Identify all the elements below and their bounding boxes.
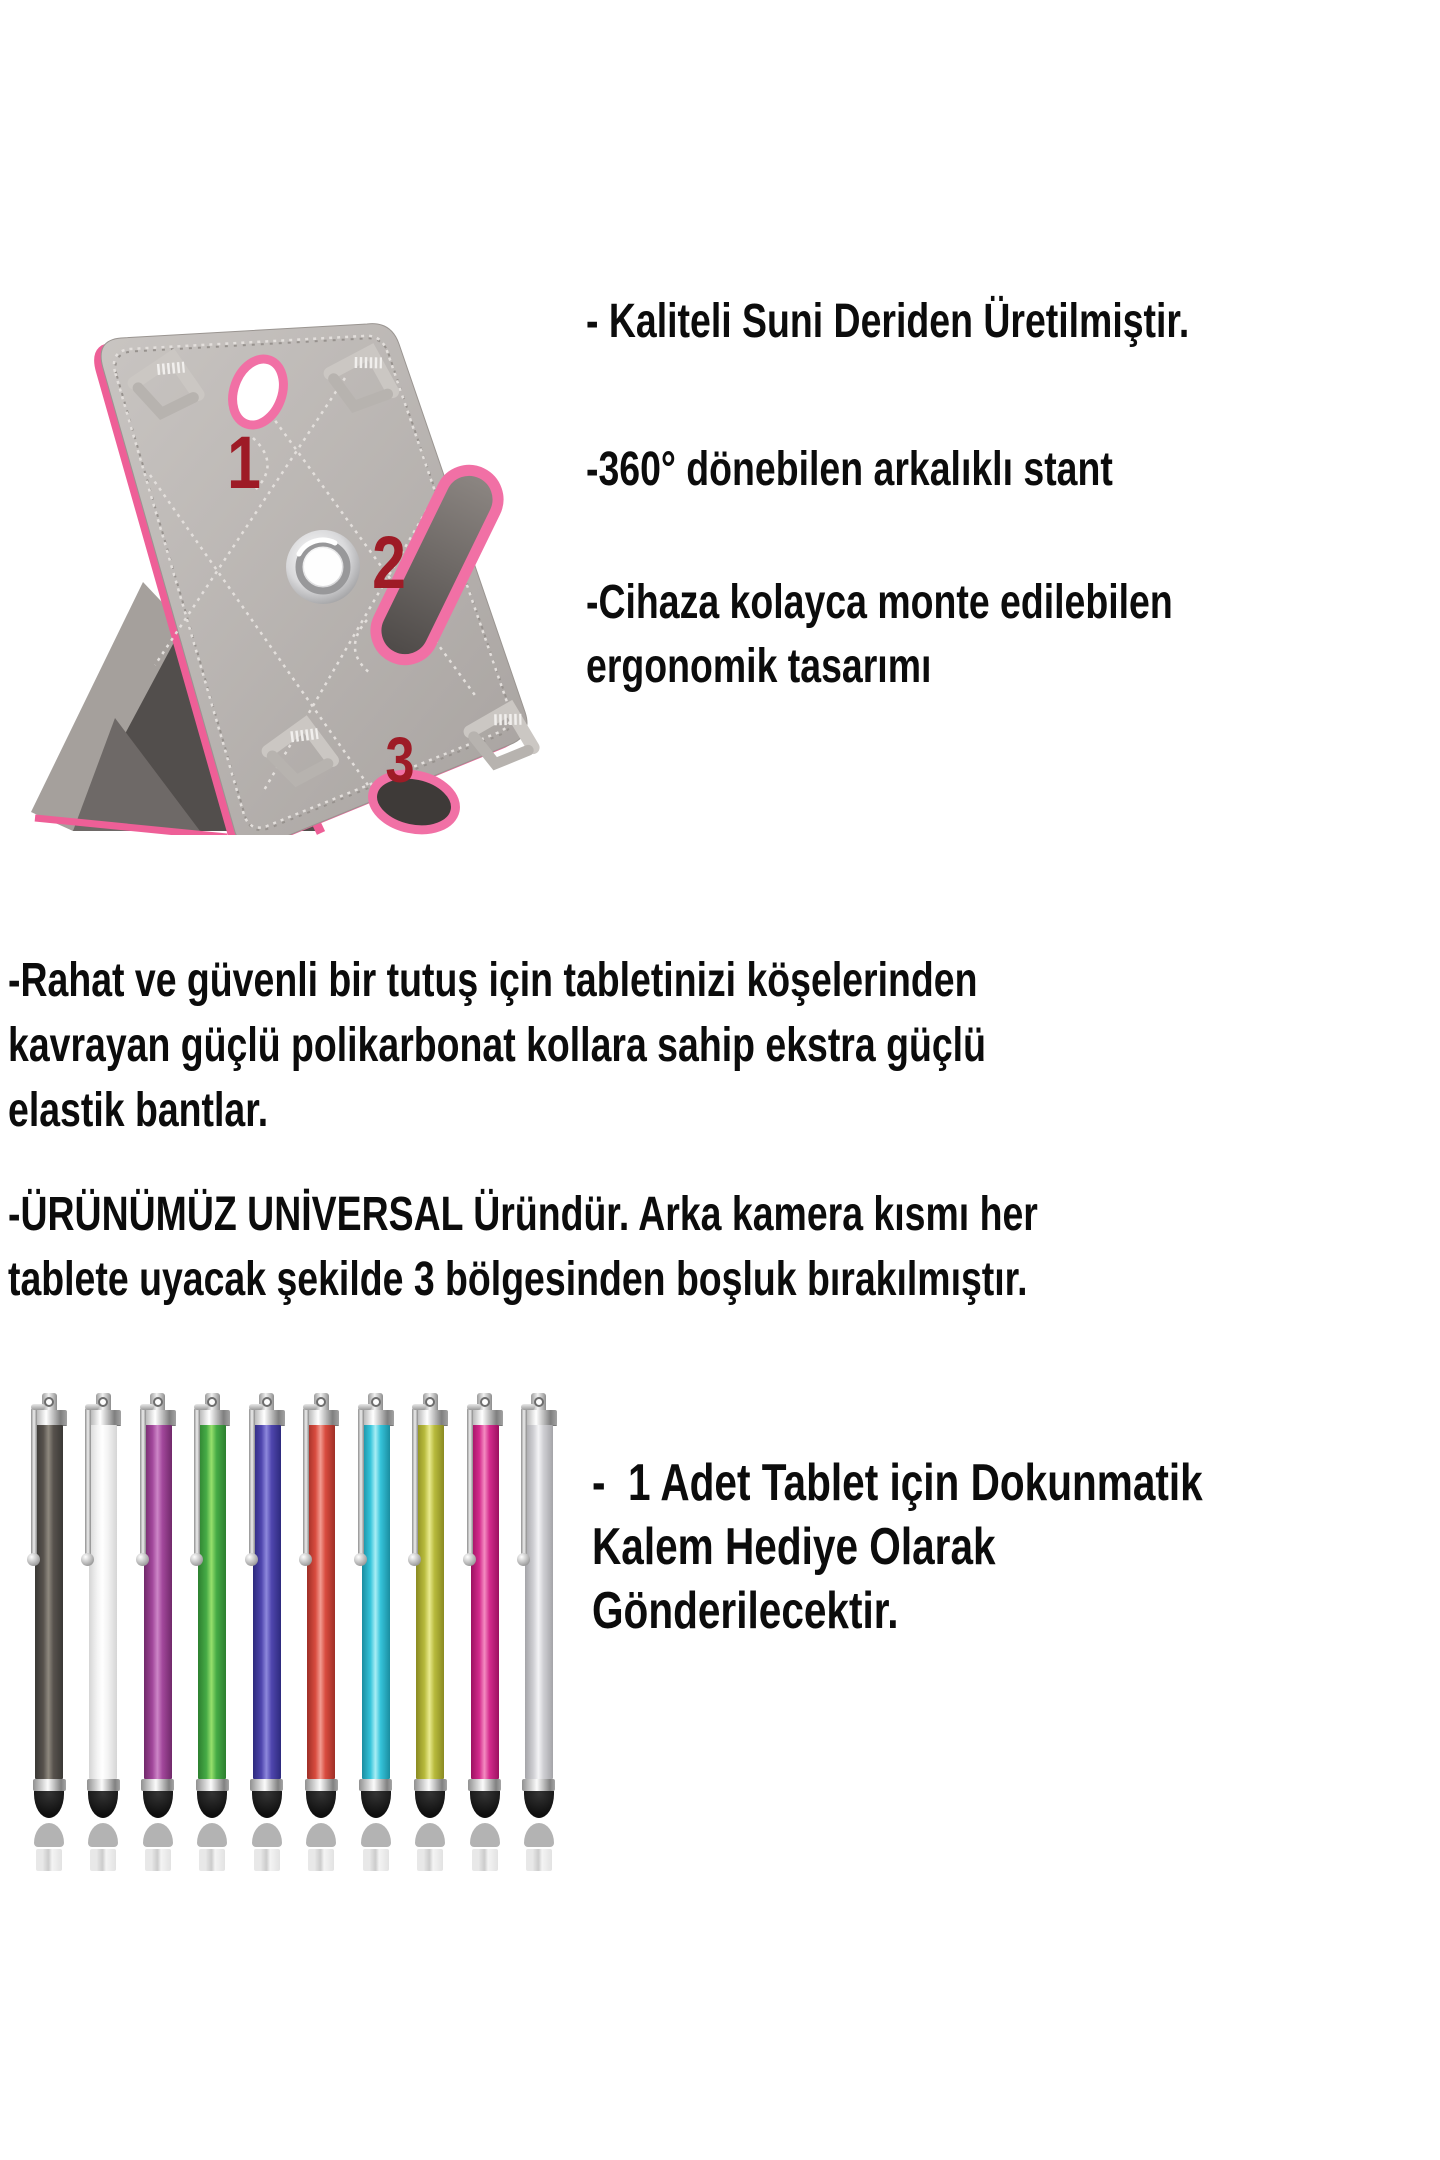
bullet-material	[586, 294, 1360, 350]
pen-rubber-tip	[197, 1791, 227, 1818]
pen-ring	[359, 1779, 392, 1791]
pen-lanyard-hole	[262, 1397, 272, 1407]
bullet-rotating-stand	[586, 442, 1261, 498]
pen-clip	[31, 1408, 37, 1556]
pen-ring	[250, 1779, 283, 1791]
stylus-pen-cyan	[357, 1393, 395, 1871]
tablet-case-photo	[15, 320, 545, 835]
pen-ring	[305, 1779, 338, 1791]
pen-lanyard-hole	[425, 1397, 435, 1407]
stylus-pen-white	[84, 1393, 122, 1871]
pen-clip	[358, 1408, 364, 1556]
pen-barrel	[35, 1425, 63, 1779]
pen-rubber-tip	[361, 1791, 391, 1818]
pen-ring	[87, 1779, 120, 1791]
stylus-pen-silver	[520, 1393, 558, 1871]
stylus-pen-yellow	[411, 1393, 449, 1871]
stylus-pen-pink	[466, 1393, 504, 1871]
pen-clip	[412, 1408, 418, 1556]
paragraph-universal	[8, 1182, 1328, 1312]
pen-clip-ball	[408, 1553, 421, 1566]
pen-lanyard-hole	[44, 1397, 54, 1407]
stylus-pen-blue	[248, 1393, 286, 1871]
pen-barrel	[198, 1425, 226, 1779]
pen-reflection	[361, 1823, 391, 1871]
pen-clip	[521, 1408, 527, 1556]
pen-rubber-tip	[306, 1791, 336, 1818]
pen-clip-ball	[354, 1553, 367, 1566]
pen-ring	[468, 1779, 501, 1791]
pen-lanyard-hole	[480, 1397, 490, 1407]
pen-reflection	[470, 1823, 500, 1871]
pen-clip	[249, 1408, 255, 1556]
pen-barrel	[89, 1425, 117, 1779]
hole-label-2: 2	[372, 522, 406, 605]
paragraph-grip-line3: elastik bantlar.	[8, 1084, 269, 1137]
pen-rubber-tip	[470, 1791, 500, 1818]
pen-barrel	[362, 1425, 390, 1779]
pen-rubber-tip	[524, 1791, 554, 1818]
pen-clip	[194, 1408, 200, 1556]
pen-clip	[140, 1408, 146, 1556]
pen-rubber-tip	[34, 1791, 64, 1818]
paragraph-grip-line1: -Rahat ve güvenli bir tutuş için tabletinizi köşelerinden	[8, 954, 978, 1007]
pen-clip-ball	[27, 1553, 40, 1566]
pen-ring	[33, 1779, 66, 1791]
paragraph-grip	[8, 948, 1262, 1143]
hole-label-1: 1	[227, 422, 261, 505]
pen-barrel	[525, 1425, 553, 1779]
pen-clip	[85, 1408, 91, 1556]
pen-clip-ball	[463, 1553, 476, 1566]
pen-clip	[303, 1408, 309, 1556]
pen-clip-ball	[245, 1553, 258, 1566]
gift-note	[592, 1451, 1375, 1643]
pen-reflection	[88, 1823, 118, 1871]
pen-barrel	[253, 1425, 281, 1779]
pen-lanyard-hole	[98, 1397, 108, 1407]
pen-reflection	[524, 1823, 554, 1871]
stylus-pens-photo	[30, 1393, 558, 1873]
rotation-grommet	[286, 530, 360, 604]
pen-ring	[522, 1779, 555, 1791]
pen-rubber-tip	[415, 1791, 445, 1818]
tablet-case-illustration	[15, 320, 545, 835]
pen-reflection	[252, 1823, 282, 1871]
pen-lanyard-hole	[153, 1397, 163, 1407]
pen-rubber-tip	[143, 1791, 173, 1818]
pen-reflection	[34, 1823, 64, 1871]
pen-reflection	[197, 1823, 227, 1871]
paragraph-universal-line1: -ÜRÜNÜMÜZ UNİVERSAL Üründür. Arka kamera kısmı her	[8, 1188, 1038, 1241]
gift-note-line2: Kalem Hediye Olarak	[592, 1518, 996, 1576]
pen-ring	[196, 1779, 229, 1791]
pen-reflection	[415, 1823, 445, 1871]
gift-note-line3: Gönderilecektir.	[592, 1582, 899, 1640]
pen-ring	[141, 1779, 174, 1791]
pen-reflection	[143, 1823, 173, 1871]
bullet-material-text: - Kaliteli Suni Deriden Üretilmiştir.	[586, 295, 1190, 348]
stylus-pen-green	[193, 1393, 231, 1871]
pen-lanyard-hole	[371, 1397, 381, 1407]
pen-reflection	[306, 1823, 336, 1871]
pen-clip	[467, 1408, 473, 1556]
pen-rubber-tip	[252, 1791, 282, 1818]
pen-lanyard-hole	[534, 1397, 544, 1407]
bullet-ergonomic	[586, 571, 1338, 699]
pen-ring	[414, 1779, 447, 1791]
pen-lanyard-hole	[207, 1397, 217, 1407]
bullet-rotating-stand-text: -360° dönebilen arkalıklı stant	[586, 443, 1113, 496]
pen-barrel	[471, 1425, 499, 1779]
pen-barrel	[416, 1425, 444, 1779]
bullet-ergonomic-line2: ergonomik tasarımı	[586, 640, 932, 693]
pen-clip-ball	[517, 1553, 530, 1566]
hole-label-3: 3	[385, 725, 415, 797]
paragraph-universal-line2: tablete uyacak şekilde 3 bölgesinden boşluk bırakılmıştır.	[8, 1253, 1028, 1306]
pen-barrel	[144, 1425, 172, 1779]
bullet-ergonomic-line1: -Cihaza kolayca monte edilebilen	[586, 576, 1173, 629]
pen-lanyard-hole	[316, 1397, 326, 1407]
stylus-pen-gunmetal	[30, 1393, 68, 1871]
paragraph-grip-line2: kavrayan güçlü polikarbonat kollara sahip ekstra güçlü	[8, 1019, 986, 1072]
pen-barrel	[307, 1425, 335, 1779]
stylus-pen-red	[302, 1393, 340, 1871]
gift-note-line1: - 1 Adet Tablet için Dokunmatik	[592, 1454, 1203, 1512]
pen-clip-ball	[136, 1553, 149, 1566]
stylus-pen-purple	[139, 1393, 177, 1871]
pen-rubber-tip	[88, 1791, 118, 1818]
